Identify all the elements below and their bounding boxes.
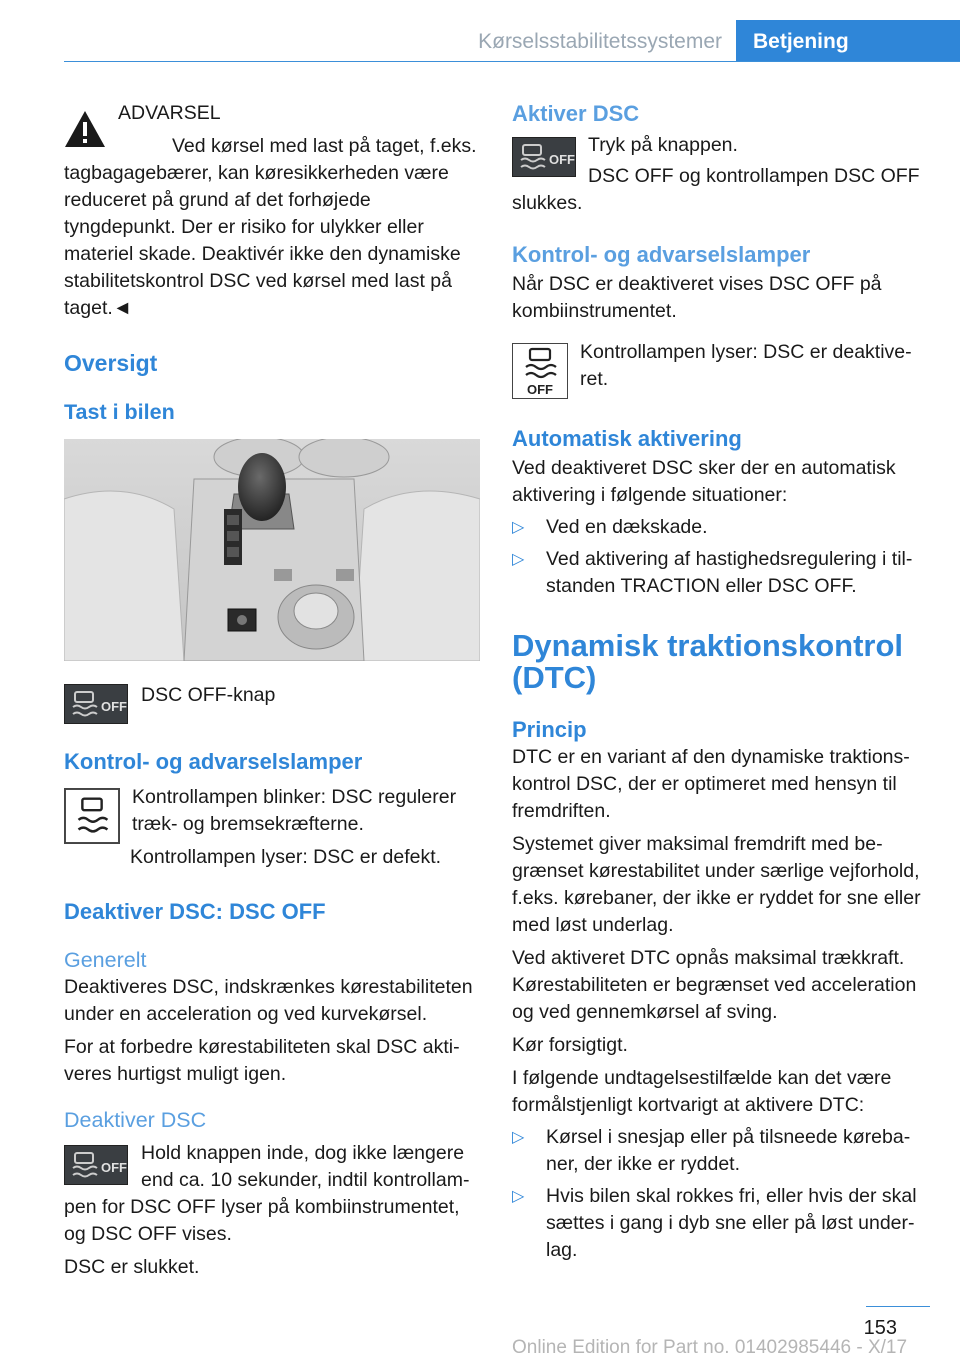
auto-list	[512, 514, 932, 600]
dsc-off-button-icon-3	[512, 137, 576, 177]
aktiver-row	[512, 132, 932, 217]
right-column	[512, 100, 932, 1269]
list-item: ▷ Ved aktivering af hastighedsregulering i tilstanden TRACTION eller DSC OFF.	[512, 548, 913, 597]
aktiver-paragraph-2: DSC OFF og kontrollampen DSC OFF slukkes.	[512, 165, 920, 214]
warning-block	[64, 100, 480, 322]
lamp-row-right	[512, 339, 932, 399]
bullet-triangle-icon: ▷	[512, 1188, 525, 1205]
princip-paragraph-5: I følgende undtagelsestilfælde kan det være formålstjenligt kortvarigt at aktivere DTC:	[512, 1067, 892, 1116]
dsc-button-caption: DSC OFF-knap	[141, 684, 276, 706]
heading-princip: Princip	[512, 717, 587, 742]
deaktiver-paragraph-2: DSC er slukket.	[64, 1256, 200, 1278]
list-item: ▷ Ved en dækskade.	[512, 514, 932, 541]
princip-paragraph-3: Ved aktiveret DTC opnås maksimal trækkraft. Kørestabiliteten er begrænset ved acceleration og ved gennemkørsel af sving.	[512, 947, 917, 1023]
edition-footer: Online Edition for Part no. 01402985446 - X/17	[512, 1337, 908, 1358]
dsc-button-row	[64, 681, 480, 724]
dsc-off-button-icon-2	[64, 1145, 128, 1185]
princip-paragraph-4: Kør forsigtigt.	[512, 1034, 628, 1056]
svg-text:OFF: OFF	[101, 1160, 127, 1175]
bullet-triangle-icon: ▷	[512, 1129, 525, 1146]
warning-title: ADVARSEL	[118, 102, 221, 124]
page-number: 153	[863, 1317, 897, 1339]
heading-deaktiver-dsc: Deaktiver DSC	[64, 1108, 207, 1132]
aktiver-paragraph-1: Tryk på knappen.	[588, 134, 738, 156]
svg-text:OFF: OFF	[527, 382, 553, 397]
header-tab[interactable]: Betjening	[736, 20, 960, 62]
princip-paragraph-1: DTC er en variant af den dynamiske traktionskontrol DSC, der er optimeret med hensyn til fremdriften.	[512, 746, 910, 822]
car-console-illustration	[64, 439, 480, 661]
svg-text:OFF: OFF	[101, 699, 127, 714]
dtc-list	[512, 1124, 932, 1264]
page-number-rule	[866, 1306, 930, 1307]
generelt-paragraph-1: Deaktiveres DSC, indskrænkes kørestabiliteten under en acceleration og ved kurvekørsel.	[64, 976, 473, 1025]
heading-kontrol-right: Kontrol- og advarselslamper	[512, 242, 811, 267]
svg-text:OFF: OFF	[549, 152, 575, 167]
heading-oversigt: Oversigt	[64, 350, 158, 376]
dsc-warning-lamp-icon	[64, 788, 120, 844]
heading-generelt: Generelt	[64, 948, 147, 972]
kontrol-right-paragraph: Når DSC er deaktiveret vises DSC OFF på kombiinstrumentet.	[512, 273, 882, 322]
dsc-off-button-icon	[64, 684, 128, 724]
auto-paragraph: Ved deaktiveret DSC sker der en automatisk aktivering i følgende situationer:	[512, 457, 896, 506]
princip-paragraph-2: Systemet giver maksimal fremdrift med begrænset kørestabilitet under særlige vejforhold, f.eks. kørebaner, der ikke er ryddet for sne eller med løst underlag.	[512, 833, 921, 936]
heading-tast-i-bilen: Tast i bilen	[64, 400, 175, 424]
list-item: ▷ Hvis bilen skal rokkes fri, eller hvis der skal sættes i gang i dyb sne eller på løst underlag.	[512, 1185, 917, 1261]
lamp-row-left	[64, 784, 480, 871]
warning-text: Ved kørsel med last på taget, f.eks. tagbagagebærer, kan køresikkerheden være reduceret på grund af det forhøjede tyngdepunkt. Der er risiko for ulykker eller materiel skade. Deaktivér ikke den dynamiske stabilitetskontrol DSC ved kørsel med last på taget.◄	[64, 135, 477, 319]
deaktiver-row	[64, 1140, 480, 1248]
list-item: ▷ Kørsel i snesjap eller på tilsneede kørebaner, der ikke er ryddet.	[512, 1126, 911, 1175]
heading-deaktiver-dsc-off: Deaktiver DSC: DSC OFF	[64, 899, 326, 924]
dsc-off-lamp-icon	[512, 343, 568, 399]
warning-icon	[64, 110, 106, 148]
left-column	[64, 100, 480, 1281]
generelt-paragraph-2: For at forbedre kørestabiliteten skal DSC aktiveres hurtigst muligt igen.	[64, 1036, 460, 1085]
deaktiver-text: Hold knappen inde, dog ikke længere end ca. 10 sekunder, indtil kontrollampen for DSC OFF lyser på kombiinstrumentet, og DSC OFF vises.	[64, 1142, 470, 1245]
lamp-text-right: Kontrollampen lyser: DSC er deaktiveret.	[580, 341, 912, 390]
heading-automatisk: Automatisk aktivering	[512, 426, 742, 451]
heading-dtc: Dynamisk traktionskontrol (DTC)	[512, 628, 904, 695]
header-section-title: Kørselsstabilitetssystemer	[478, 30, 722, 53]
header-rule	[64, 61, 960, 62]
bullet-triangle-icon: ▷	[512, 551, 525, 568]
lamp-text-left-2: Kontrollampen lyser: DSC er defekt.	[130, 846, 442, 868]
bullet-triangle-icon: ▷	[512, 519, 525, 536]
heading-aktiver-dsc: Aktiver DSC	[512, 101, 640, 126]
heading-kontrol-left: Kontrol- og advarselslamper	[64, 749, 363, 774]
lamp-text-left-1: Kontrollampen blinker: DSC regulerer træk- og bremsekræfterne.	[132, 786, 457, 835]
